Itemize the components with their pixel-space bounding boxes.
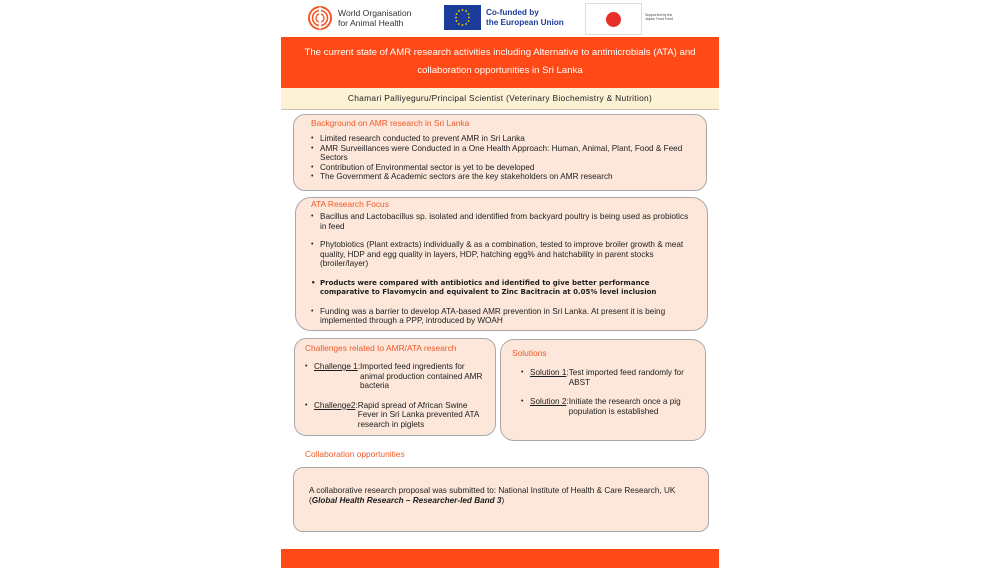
challenge-item [305, 401, 487, 430]
solution-text: Test imported feed randomly for ABST [568, 368, 684, 387]
logo-bar [281, 0, 719, 36]
list-item: • Bacillus and Lactobacillus sp. isolated and identified from backyard poultry is being used as probiotics in feed [311, 212, 691, 231]
title-line2: collaboration opportunities in Sri Lanka [417, 65, 583, 76]
list-item: • Contribution of Environmental sector is yet to be developed [311, 163, 696, 173]
solution-sep: : [566, 397, 569, 406]
solution-label: Solution 2 [530, 397, 567, 406]
author-line: Chamari Palliyeguru/Principal Scientist (Veterinary Biochemistry & Nutrition) [281, 88, 719, 110]
collaboration-text [309, 486, 692, 506]
woah-emblem-icon [308, 6, 332, 30]
background-list [311, 134, 696, 182]
woah-logo [308, 5, 411, 31]
background-panel [293, 114, 707, 191]
japan-text-line1: Supported by the [645, 13, 673, 17]
solutions-title: Solutions [512, 348, 547, 358]
woah-name-line2: for Animal Health [338, 18, 404, 28]
solutions-list [512, 368, 695, 416]
footer-band [281, 549, 719, 568]
challenges-panel [294, 338, 496, 436]
woah-name-line1: World Organisation [338, 8, 412, 18]
solution-label: Solution 1 [530, 368, 567, 377]
list-item: • AMR Surveillances were Conducted in a One Health Approach: Human, Animal, Plant, Food & Feed Sectors [311, 144, 696, 163]
ata-research-panel [295, 197, 708, 331]
solution-sep: : [566, 368, 569, 377]
challenge-item [305, 362, 487, 391]
collaboration-panel [293, 467, 709, 532]
eu-text-line2: the European Union [486, 17, 564, 27]
challenge-sep: : [357, 362, 360, 371]
collaboration-text-prefix: A collaborative research proposal was submitted to: National Institute of Health & Care Research, UK ( [309, 486, 676, 505]
japan-text-line2: Japan Trust Fund [645, 17, 673, 21]
solution-item [521, 397, 695, 416]
list-item: • Limited research conducted to prevent AMR in Sri Lanka [311, 134, 696, 144]
list-item: • The Government & Academic sectors are the key stakeholders on AMR research [311, 172, 696, 182]
list-item: • Funding was a barrier to develop ATA-based AMR prevention in Sri Lanka. At present it is being implemented through a PPP, introduced by WOAH [311, 307, 691, 326]
challenge-sep: : [355, 400, 358, 410]
japan-trust-fund-text [645, 13, 685, 21]
eu-text-line1: Co-funded by [486, 7, 539, 17]
solution-item [521, 368, 695, 387]
challenge-text: Rapid spread of African Swine Fever in Sri Lanka prevented ATA research in piglets [357, 400, 479, 429]
collaboration-title: Collaboration opportunities [305, 449, 405, 459]
title-line1: The current state of AMR research activities including Alternative to antimicrobials (ATA) and [304, 47, 696, 58]
list-item: • Phytobiotics (Plant extracts) individually & as a combination, tested to improve broiler growth & meat quality, HDP and egg quality in layers, HDP, hatching egg% and hatchability in parent stocks (broiler/layer) [311, 240, 691, 269]
challenge-label: Challenge 1 [314, 362, 358, 371]
eu-flag-icon [444, 5, 481, 30]
japan-flag [585, 3, 642, 35]
eu-logo [444, 5, 564, 30]
ata-list [311, 212, 691, 326]
solution-text: Initiate the research once a pig population is established [568, 397, 681, 416]
background-title: Background on AMR research in Sri Lanka [311, 118, 470, 128]
solutions-panel [500, 339, 706, 441]
list-item-bold: • Products were compared with antibiotics and identified to give better performance comparative to Flavomycin and equivalent to Zinc Bacitracin at 0.05% level inclusion [311, 279, 691, 298]
collaboration-grant-name: Global Health Research – Researcher-led Band 3 [311, 496, 502, 505]
challenge-text: Imported feed ingredients for animal production contained AMR bacteria [359, 362, 483, 390]
japan-sun-icon [606, 12, 621, 27]
challenges-list [305, 362, 487, 429]
collaboration-text-suffix: ) [501, 496, 505, 505]
poster-title [281, 37, 719, 88]
poster [281, 0, 719, 568]
challenge-label: Challenge2 [314, 400, 356, 410]
challenges-title: Challenges related to AMR/ATA research [305, 343, 457, 353]
ata-title: ATA Research Focus [311, 199, 389, 209]
